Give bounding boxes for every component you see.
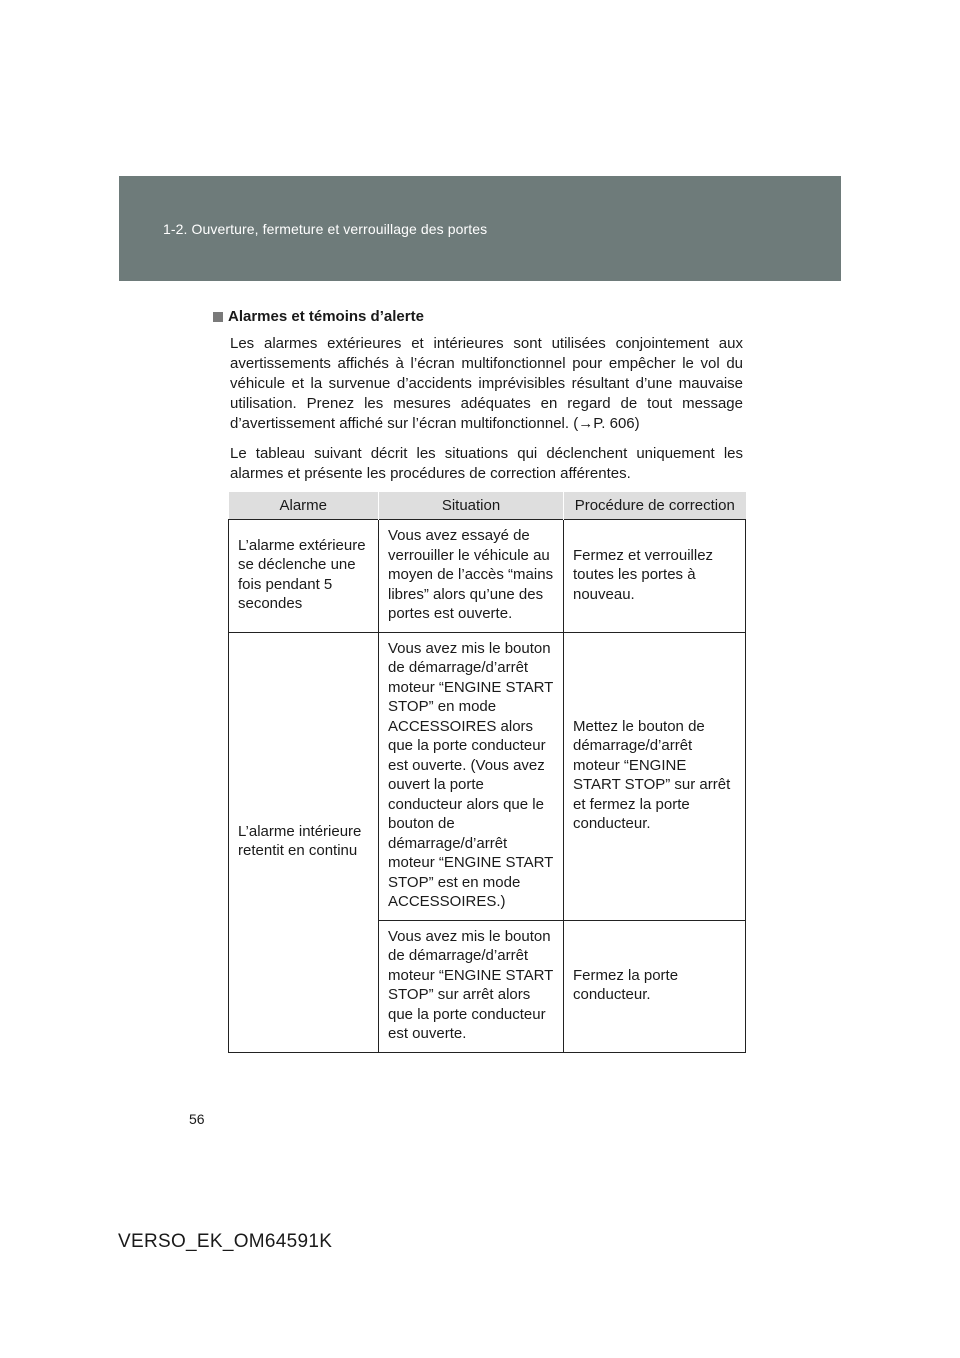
situation-cell: Vous avez mis le bouton de démarrage/d’arrêt moteur “ENGINE START STOP” en mode ACCESSOIRES alors que la porte conducteur est ouverte. (Vous avez ouvert la porte conducteur alors que le bouton de démarrage/d’arrêt moteur “ENGINE START STOP” est en mode ACCESSOIRES.) — [379, 632, 564, 920]
page-number: 56 — [189, 1111, 205, 1127]
column-header-procedure: Procédure de correction — [564, 492, 746, 520]
table-row — [229, 632, 746, 920]
chapter-title: 1-2. Ouverture, fermeture et verrouillage des portes — [163, 221, 488, 237]
situation-cell: Vous avez mis le bouton de démarrage/d’arrêt moteur “ENGINE START STOP” sur arrêt alors que la porte conducteur est ouverte. — [379, 920, 564, 1052]
column-header-situation: Situation — [379, 492, 564, 520]
document-code: VERSO_EK_OM64591K — [118, 1231, 333, 1252]
alarm-table — [228, 492, 746, 1053]
section-content — [213, 308, 743, 494]
procedure-cell: Fermez et verrouillez toutes les portes à nouveau. — [564, 520, 746, 633]
section-heading — [213, 308, 743, 325]
situation-cell: Vous avez essayé de verrouiller le véhicule au moyen de l’accès “mains libres” alors qu’une des portes est ouverte. — [379, 520, 564, 633]
column-header-alarm: Alarme — [229, 492, 379, 520]
table-header-row — [229, 492, 746, 520]
table-row — [229, 520, 746, 633]
square-bullet-icon — [213, 312, 223, 322]
alarm-cell: L’alarme intérieure retentit en continu — [229, 632, 379, 1052]
chapter-header-band — [119, 176, 841, 281]
table-intro-paragraph: Le tableau suivant décrit les situations qui déclenchent uniquement les alarmes et présente les procédures de correction afférentes. — [230, 445, 743, 482]
alarm-cell: L’alarme extérieure se déclenche une fois pendant 5 secondes — [229, 520, 379, 633]
section-heading-text: Alarmes et témoins d’alerte — [228, 308, 424, 325]
intro-paragraph: Les alarmes extérieures et intérieures sont utilisées conjointement aux avertissements affichés à l’écran multifonctionnel pour empêcher le vol du véhicule et la survenue d’accidents imprévisibles résultant d’une mauvaise utilisation. Prenez les mesures adéquates en regard de tout message d’avertissement affiché sur l’écran multifonctionnel. (→P. 606) — [230, 335, 743, 432]
procedure-cell: Fermez la porte conducteur. — [564, 920, 746, 1052]
procedure-cell: Mettez le bouton de démarrage/d’arrêt moteur “ENGINE START STOP” sur arrêt et fermez la porte conducteur. — [564, 632, 746, 920]
